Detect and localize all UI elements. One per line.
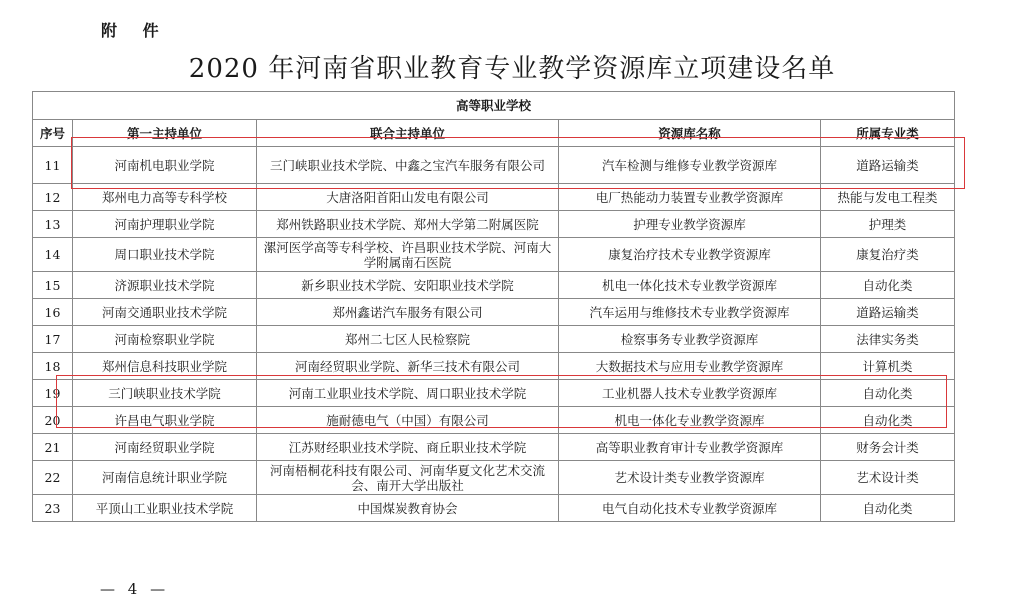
cell-cohost: 郑州鑫诺汽车服务有限公司	[257, 299, 559, 326]
cell-host: 河南信息统计职业学院	[73, 461, 257, 495]
cell-host: 河南交通职业技术学院	[73, 299, 257, 326]
cell-cohost: 漯河医学高等专科学校、许昌职业技术学院、河南大学附属南石医院	[257, 238, 559, 272]
col-header-resource: 资源库名称	[559, 120, 821, 147]
cell-index: 13	[33, 211, 73, 238]
cell-host: 河南检察职业学院	[73, 326, 257, 353]
cell-resource: 工业机器人技术专业教学资源库	[559, 380, 821, 407]
cell-host: 郑州电力高等专科学校	[73, 184, 257, 211]
cell-index: 15	[33, 272, 73, 299]
cell-host: 许昌电气职业学院	[73, 407, 257, 434]
cell-resource: 大数据技术与应用专业教学资源库	[559, 353, 821, 380]
page-number: — 4 —	[100, 580, 170, 598]
cell-category: 道路运输类	[821, 299, 955, 326]
cell-cohost: 三门峡职业技术学院、中鑫之宝汽车服务有限公司	[257, 147, 559, 184]
cell-resource: 检察事务专业教学资源库	[559, 326, 821, 353]
cell-resource: 汽车检测与维修专业教学资源库	[559, 147, 821, 184]
table-row	[33, 299, 955, 326]
cell-host: 济源职业技术学院	[73, 272, 257, 299]
cell-index: 16	[33, 299, 73, 326]
cell-cohost: 河南梧桐花科技有限公司、河南华夏文化艺术交流会、南开大学出版社	[257, 461, 559, 495]
cell-category: 财务会计类	[821, 434, 955, 461]
cell-host: 平顶山工业职业技术学院	[73, 495, 257, 522]
cell-index: 18	[33, 353, 73, 380]
table-row	[33, 353, 955, 380]
table-row	[33, 380, 955, 407]
cell-index: 23	[33, 495, 73, 522]
table-row	[33, 434, 955, 461]
cell-category: 道路运输类	[821, 147, 955, 184]
cell-resource: 机电一体化专业教学资源库	[559, 407, 821, 434]
cell-resource: 艺术设计类专业教学资源库	[559, 461, 821, 495]
cell-category: 自动化类	[821, 272, 955, 299]
col-header-host: 第一主持单位	[73, 120, 257, 147]
document-title: 2020 年河南省职业教育专业教学资源库立项建设名单	[188, 54, 836, 84]
cell-cohost: 郑州二七区人民检察院	[257, 326, 559, 353]
cell-cohost: 施耐德电气（中国）有限公司	[257, 407, 559, 434]
cell-category: 热能与发电工程类	[821, 184, 955, 211]
cell-index: 21	[33, 434, 73, 461]
cell-resource: 机电一体化技术专业教学资源库	[559, 272, 821, 299]
cell-cohost: 江苏财经职业技术学院、商丘职业技术学院	[257, 434, 559, 461]
cell-cohost: 新乡职业技术学院、安阳职业技术学院	[257, 272, 559, 299]
table-row	[33, 495, 955, 522]
attachment-label: 附 件	[101, 21, 169, 40]
col-header-cohost: 联合主持单位	[257, 120, 559, 147]
cell-index: 20	[33, 407, 73, 434]
cell-resource: 康复治疗技术专业教学资源库	[559, 238, 821, 272]
cell-cohost: 河南工业职业技术学院、周口职业技术学院	[257, 380, 559, 407]
table-row	[33, 461, 955, 495]
cell-cohost: 大唐洛阳首阳山发电有限公司	[257, 184, 559, 211]
table-row	[33, 238, 955, 272]
cell-index: 17	[33, 326, 73, 353]
cell-resource: 电气自动化技术专业教学资源库	[559, 495, 821, 522]
cell-cohost: 中国煤炭教育协会	[257, 495, 559, 522]
cell-host: 三门峡职业技术学院	[73, 380, 257, 407]
cell-category: 法律实务类	[821, 326, 955, 353]
cell-resource: 汽车运用与维修技术专业教学资源库	[559, 299, 821, 326]
cell-cohost: 郑州铁路职业技术学院、郑州大学第二附属医院	[257, 211, 559, 238]
cell-category: 护理类	[821, 211, 955, 238]
cell-index: 19	[33, 380, 73, 407]
cell-host: 河南护理职业学院	[73, 211, 257, 238]
cell-category: 自动化类	[821, 380, 955, 407]
cell-category: 计算机类	[821, 353, 955, 380]
table-row	[33, 326, 955, 353]
cell-index: 14	[33, 238, 73, 272]
cell-cohost: 河南经贸职业学院、新华三技术有限公司	[257, 353, 559, 380]
cell-resource: 高等职业教育审计专业教学资源库	[559, 434, 821, 461]
table-row	[33, 407, 955, 434]
cell-index: 12	[33, 184, 73, 211]
cell-host: 河南机电职业学院	[73, 147, 257, 184]
cell-category: 艺术设计类	[821, 461, 955, 495]
col-header-category: 所属专业类	[821, 120, 955, 147]
cell-host: 郑州信息科技职业学院	[73, 353, 257, 380]
table-row	[33, 272, 955, 299]
col-header-index: 序号	[33, 120, 73, 147]
cell-index: 11	[33, 147, 73, 184]
cell-index: 22	[33, 461, 73, 495]
table-row	[33, 147, 955, 184]
cell-category: 自动化类	[821, 495, 955, 522]
cell-resource: 电厂热能动力装置专业教学资源库	[559, 184, 821, 211]
project-list-table	[32, 91, 955, 522]
cell-category: 康复治疗类	[821, 238, 955, 272]
cell-category: 自动化类	[821, 407, 955, 434]
table-row	[33, 184, 955, 211]
table-group-header: 高等职业学校	[33, 92, 955, 120]
cell-resource: 护理专业教学资源库	[559, 211, 821, 238]
cell-host: 周口职业技术学院	[73, 238, 257, 272]
table-row	[33, 211, 955, 238]
cell-host: 河南经贸职业学院	[73, 434, 257, 461]
